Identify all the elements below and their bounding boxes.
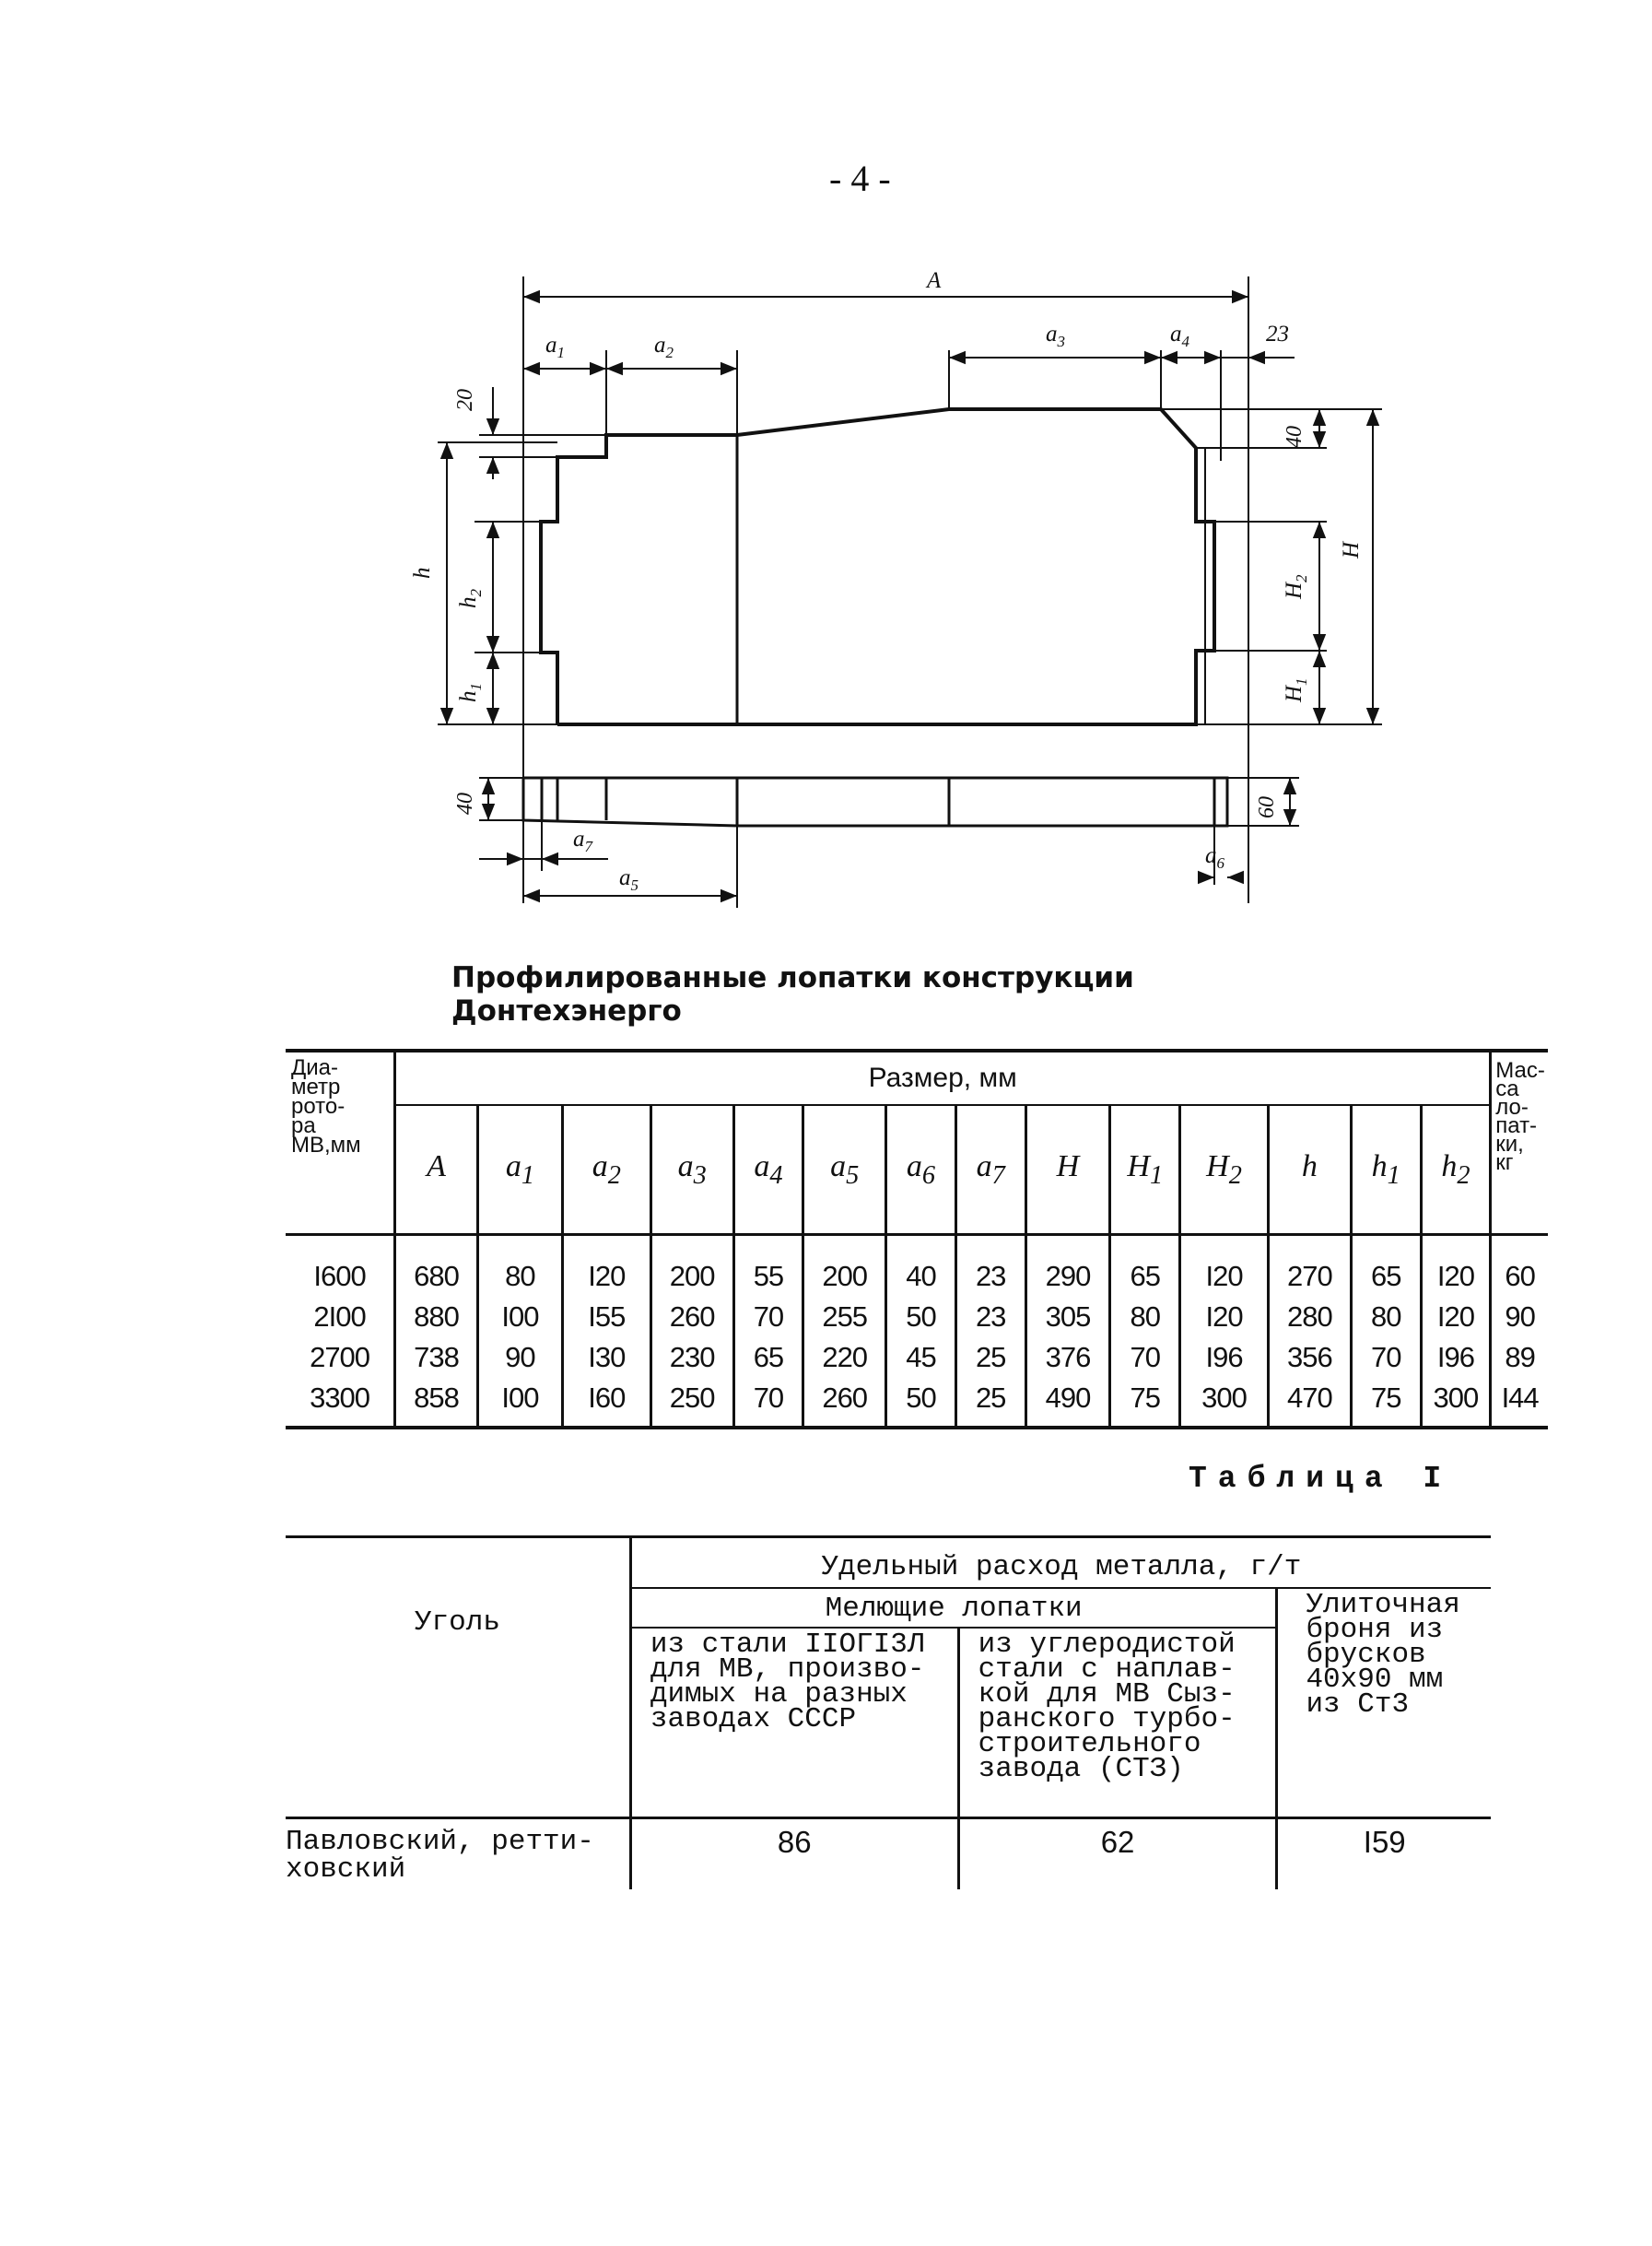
label-23: 23 — [1266, 322, 1289, 347]
table-cell: 270 — [1269, 1235, 1352, 1298]
table-row — [286, 1818, 1491, 1890]
table-cell: I00 — [477, 1378, 562, 1428]
table-cell: 305 — [1025, 1297, 1110, 1337]
table-cell: 738 — [395, 1337, 478, 1378]
table-cell: 70 — [733, 1297, 803, 1337]
table-cell: I30 — [562, 1337, 650, 1378]
table-cell: 858 — [395, 1378, 478, 1428]
table-cell: 80 — [1110, 1297, 1180, 1337]
table-cell: 70 — [1351, 1337, 1421, 1378]
table-cell: 200 — [650, 1235, 733, 1298]
table-cell: 200 — [803, 1235, 886, 1298]
table-cell: 40 — [886, 1235, 956, 1298]
table-cell: 23 — [955, 1235, 1025, 1298]
label-H2: $H_2$ — [1282, 574, 1310, 599]
table-cell: I44 — [1491, 1378, 1548, 1428]
col-header-a2: $a_2$ — [562, 1105, 650, 1235]
table-cell: 70 — [733, 1378, 803, 1428]
table-cell: 80 — [477, 1235, 562, 1298]
col-header-a6: $a_6$ — [886, 1105, 956, 1235]
label-h: h — [410, 567, 435, 579]
table-row — [286, 1378, 1548, 1428]
metal-consumption-table — [286, 1535, 1491, 1889]
blades-header: Мелющие лопатки — [630, 1588, 1277, 1628]
table-cell: 300 — [1180, 1378, 1269, 1428]
table-cell: 255 — [803, 1297, 886, 1337]
label-a2: $a_2$ — [654, 333, 674, 361]
blade-technical-drawing — [0, 0, 1652, 958]
table-cell: 280 — [1269, 1297, 1352, 1337]
table-cell: 25 — [955, 1378, 1025, 1428]
table-cell: 470 — [1269, 1378, 1352, 1428]
label-H: H — [1339, 541, 1364, 559]
table-cell: 65 — [1351, 1235, 1421, 1298]
label-40-top: 40 — [1283, 426, 1306, 448]
table-cell: 60 — [1491, 1235, 1548, 1298]
col-header-A: A — [395, 1105, 478, 1235]
table-cell: 230 — [650, 1337, 733, 1378]
col-header-a5: $a_5$ — [803, 1105, 886, 1235]
table-cell: 680 — [395, 1235, 478, 1298]
col-header-h1: $h_1$ — [1351, 1105, 1421, 1235]
carbon-steel-blades-header: из углеродистой стали с наплав- кой для МВ Сыз- ранского турбо- строительного завода (СТЗ) — [958, 1628, 1277, 1818]
table-cell: 75 — [1351, 1378, 1421, 1428]
table-cell: I20 — [562, 1235, 650, 1298]
table-cell: 356 — [1269, 1337, 1352, 1378]
table-cell: I600 — [313, 1260, 366, 1292]
table-row — [286, 1297, 1548, 1337]
value-steel: 86 — [630, 1818, 958, 1890]
table-cell: 2700 — [310, 1341, 370, 1373]
table-cell: I60 — [562, 1378, 650, 1428]
table-row — [286, 1337, 1548, 1378]
figure-caption: Профилированные лопатки конструкции Донтехэнерго — [451, 961, 1134, 1028]
col-header-h: h — [1269, 1105, 1352, 1235]
col-header-a3: $a_3$ — [650, 1105, 733, 1235]
table-cell: 260 — [650, 1297, 733, 1337]
coal-name: Павловский, ретти- ховский — [286, 1826, 594, 1886]
symbol-row — [286, 1105, 1548, 1235]
snail-armor-header: Улиточная броня из брусков 40х90 мм из Ст3 — [1277, 1588, 1491, 1818]
table-cell: I96 — [1180, 1337, 1269, 1378]
label-a5: $a_5$ — [619, 865, 639, 894]
label-20: 20 — [453, 389, 477, 411]
label-a3: $a_3$ — [1046, 322, 1065, 350]
table-cell: 70 — [1110, 1337, 1180, 1378]
label-a7: $a_7$ — [573, 827, 592, 855]
col-header-a7: $a_7$ — [955, 1105, 1025, 1235]
table-cell: 50 — [886, 1297, 956, 1337]
coal-header: Уголь — [286, 1537, 630, 1818]
table-cell: 250 — [650, 1378, 733, 1428]
table-cell: I55 — [562, 1297, 650, 1337]
table-cell: 290 — [1025, 1235, 1110, 1298]
table-cell: 50 — [886, 1378, 956, 1428]
table-cell: 300 — [1421, 1378, 1491, 1428]
table-cell: 45 — [886, 1337, 956, 1378]
col-header-h2: $h_2$ — [1421, 1105, 1491, 1235]
label-a6: $a_6$ — [1205, 843, 1224, 872]
label-h1: $h_1$ — [456, 683, 485, 702]
value-armor: I59 — [1277, 1818, 1491, 1890]
label-H1: $H_1$ — [1282, 677, 1310, 702]
table-cell: 55 — [733, 1235, 803, 1298]
table-cell: 3300 — [286, 1378, 395, 1428]
blade-dimensions-table — [286, 1049, 1548, 1429]
label-a1: $a_1$ — [545, 333, 565, 361]
table-cell: I96 — [1421, 1337, 1491, 1378]
table-cell: 90 — [1491, 1297, 1548, 1337]
table-cell: I00 — [477, 1297, 562, 1337]
table-cell: 2I00 — [313, 1300, 366, 1333]
table-cell: 260 — [803, 1378, 886, 1428]
table-cell: 23 — [955, 1297, 1025, 1337]
table-cell: 75 — [1110, 1378, 1180, 1428]
table-cell: 25 — [955, 1337, 1025, 1378]
table-row — [286, 1235, 1548, 1298]
label-60: 60 — [1255, 796, 1279, 818]
steel-blades-header: из стали IIОГI3Л для МВ, произво- димых на разных заводах СССР — [630, 1628, 958, 1818]
page-number: - 4 - — [829, 158, 891, 199]
label-40-bottom: 40 — [453, 793, 477, 815]
col-header-H2: $H_2$ — [1180, 1105, 1269, 1235]
table-cell: 376 — [1025, 1337, 1110, 1378]
blade-mass-header: Мас- са ло- пат- ки, кг — [1491, 1051, 1548, 1235]
table-cell: 90 — [477, 1337, 562, 1378]
table-cell: I20 — [1180, 1235, 1269, 1298]
label-a4: $a_4$ — [1170, 322, 1189, 350]
table-title: Таблица I — [1189, 1462, 1453, 1496]
size-header: Размер, мм — [395, 1051, 1491, 1105]
col-header-H: H — [1025, 1105, 1110, 1235]
table-cell: I20 — [1421, 1297, 1491, 1337]
table-cell: I20 — [1180, 1297, 1269, 1337]
label-A: A — [927, 268, 942, 293]
blade-side-view-outline — [541, 409, 1214, 724]
col-header-a4: $a_4$ — [733, 1105, 803, 1235]
rotor-diameter-header: Диа- метр рото- ра МВ,мм — [286, 1051, 395, 1235]
blade-plan-view-outline — [523, 778, 1227, 826]
table-cell: 65 — [733, 1337, 803, 1378]
table-cell: I20 — [1421, 1235, 1491, 1298]
table-cell: 65 — [1110, 1235, 1180, 1298]
col-header-a1: $a_1$ — [477, 1105, 562, 1235]
consumption-header: Удельный расход металла, г/т — [630, 1537, 1491, 1589]
table-cell: 490 — [1025, 1378, 1110, 1428]
table-cell: 80 — [1351, 1297, 1421, 1337]
table-cell: 220 — [803, 1337, 886, 1378]
label-h2: $h_2$ — [456, 589, 485, 608]
table-cell: 89 — [1491, 1337, 1548, 1378]
col-header-H1: $H_1$ — [1110, 1105, 1180, 1235]
value-carbon-steel: 62 — [958, 1818, 1277, 1890]
table-cell: 880 — [395, 1297, 478, 1337]
